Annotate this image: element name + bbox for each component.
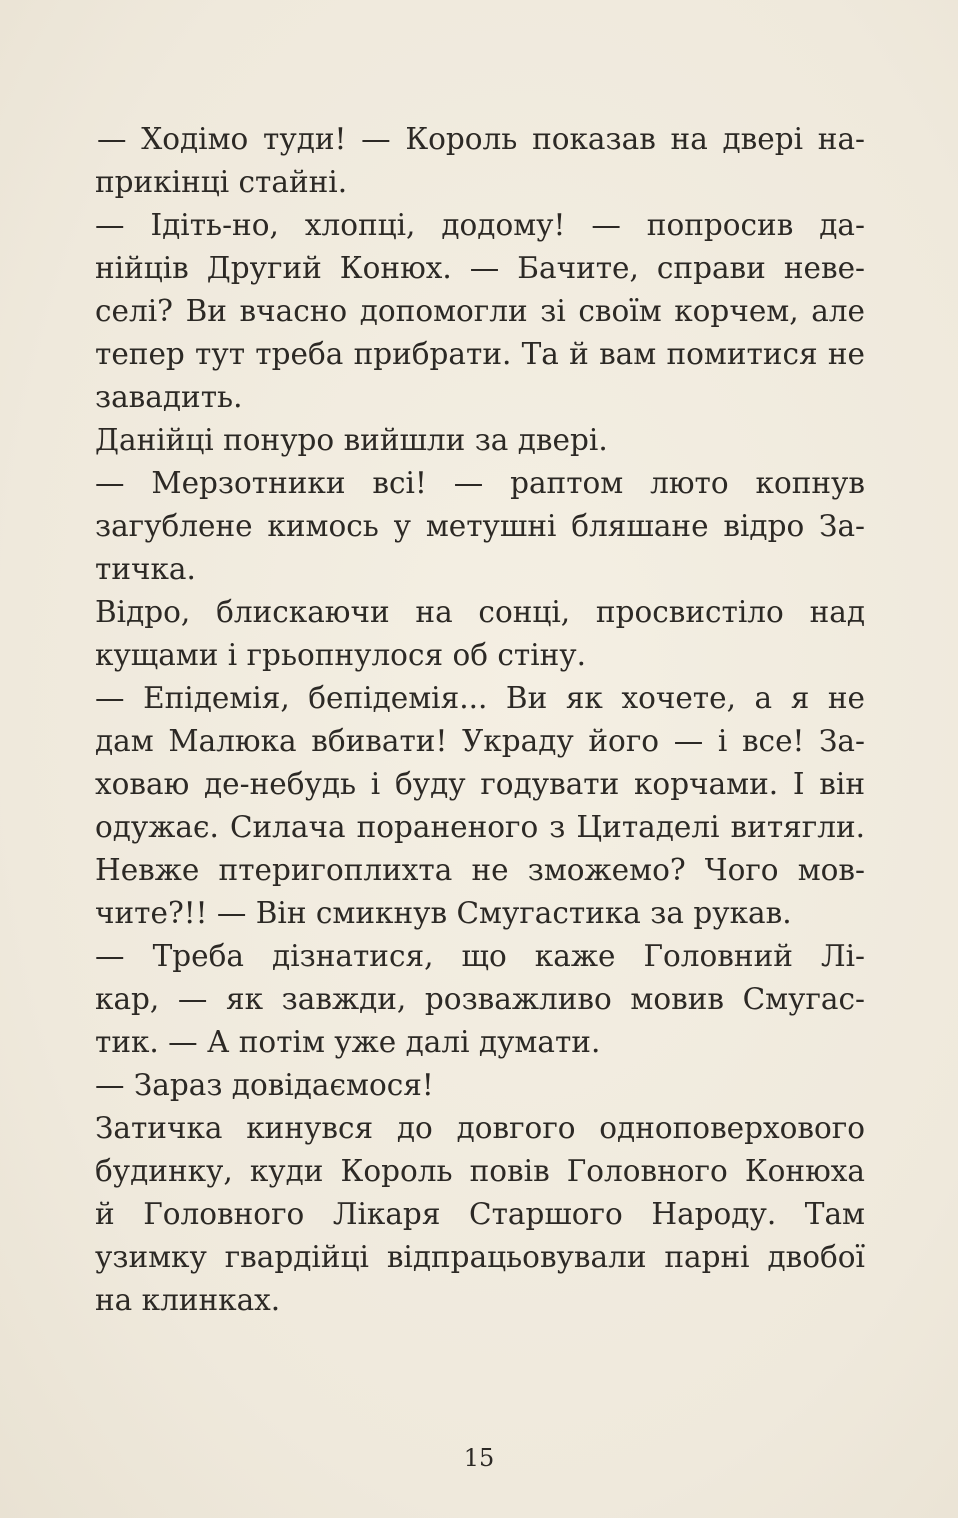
text-line: — Ідіть-но, хлопці, додому! — попросив да- bbox=[95, 208, 865, 242]
text-line: — Зараз довідаємося! bbox=[95, 1068, 434, 1102]
text-line: узимку гвардійці відпрацьовували парні двобої bbox=[95, 1240, 865, 1274]
text-line: — Ходімо туди! — Король показав на двері на- bbox=[97, 122, 865, 156]
text-line: Відро, блискаючи на сонці, просвистіло над bbox=[95, 595, 865, 629]
text-line: — Треба дізнатися, що каже Головний Лі- bbox=[95, 939, 865, 973]
text-line: Затичка кинувся до довгого одноповерхового bbox=[95, 1111, 865, 1145]
text-line: загублене кимось у метушні бляшане відро За- bbox=[95, 509, 865, 543]
text-line: ховаю де-небудь і буду годувати корчами. І він bbox=[95, 767, 865, 801]
text-line: й Головного Лікаря Старшого Народу. Там bbox=[95, 1197, 865, 1231]
text-line: прикінці стайні. bbox=[95, 165, 348, 199]
text-line: селі? Ви вчасно допомогли зі своїм корчем, але bbox=[95, 294, 865, 328]
text-line: дам Малюка вбивати! Украду його — і все! За- bbox=[95, 724, 865, 758]
text-line: — Мерзотники всі! — раптом люто копнув bbox=[95, 466, 865, 500]
text-line: Данійці понуро вийшли за двері. bbox=[95, 423, 608, 457]
text-line: — Епідемія, бепідемія... Ви як хочете, а я не bbox=[95, 681, 865, 715]
page-text bbox=[95, 118, 865, 1322]
text-line: тичка. bbox=[95, 552, 196, 586]
text-line: на клинках. bbox=[95, 1283, 281, 1317]
text-line: Невже птеригоплихта не зможемо? Чого мов- bbox=[95, 853, 865, 887]
text-line: тик. — А потім уже далі думати. bbox=[95, 1025, 601, 1059]
text-line: кар, — як завжди, розважливо мовив Смугас- bbox=[95, 982, 865, 1016]
text-line: завадить. bbox=[95, 380, 243, 414]
text-line: нійців Другий Конюх. — Бачите, справи неве- bbox=[95, 251, 865, 285]
page-number: 15 bbox=[463, 1444, 495, 1472]
text-line: одужає. Силача пораненого з Цитаделі витягли. bbox=[95, 810, 865, 844]
text-line: будинку, куди Король повів Головного Конюха bbox=[95, 1154, 865, 1188]
text-line: тепер тут треба прибрати. Та й вам помитися не bbox=[95, 337, 865, 371]
text-line: чите?!! — Він смикнув Смугастика за рукав. bbox=[95, 896, 792, 930]
text-line: кущами і грьопнулося об стіну. bbox=[95, 638, 587, 672]
